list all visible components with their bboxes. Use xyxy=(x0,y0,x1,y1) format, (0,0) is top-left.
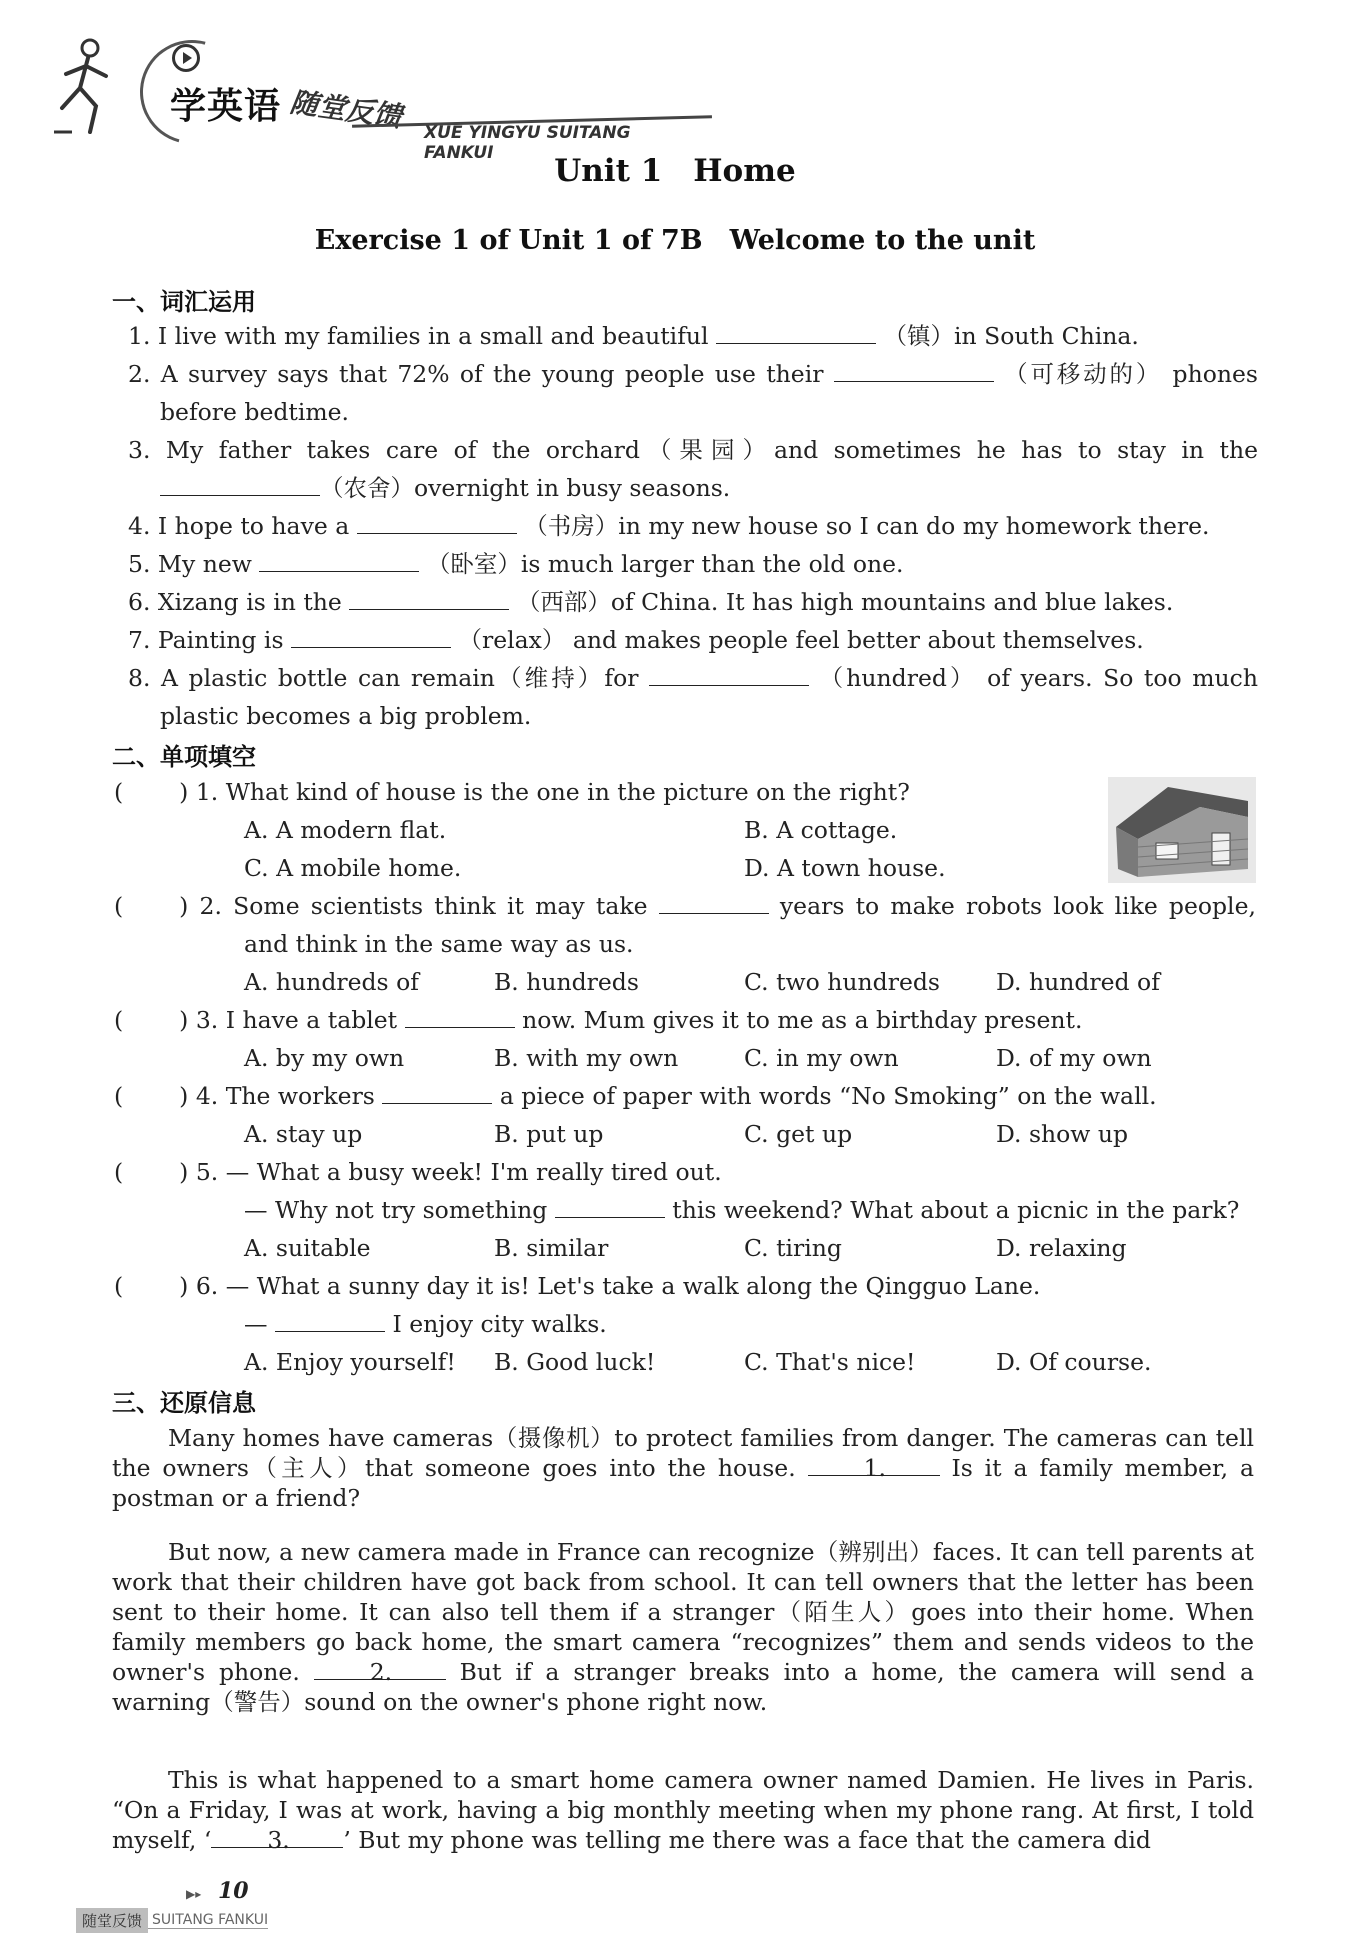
answer-paren-open[interactable]: ( xyxy=(114,1272,124,1300)
option-5c[interactable]: C. tiring xyxy=(744,1234,842,1262)
option-4c[interactable]: C. get up xyxy=(744,1120,853,1148)
unit-title: Unit 1 Home xyxy=(554,153,796,189)
house-picture xyxy=(1108,777,1256,883)
passage-paragraph-3: This is what happened to a smart home camera owner named Damien. He lives in Paris. “On a Friday, I was at work, having a big monthly meeting when my phone rang. At first, I told myself, ‘ 3. ’ But my phone was telling me there was a face that the camera did xyxy=(112,1766,1254,1854)
answer-blank[interactable] xyxy=(275,1309,385,1332)
answer-blank[interactable] xyxy=(649,663,809,686)
answer-paren-open[interactable]: ( xyxy=(114,892,124,920)
play-icon xyxy=(172,44,200,72)
vocab-item-8: 8. A plastic bottle can remain（维持）for （hundred） of years. So too much xyxy=(128,664,1258,692)
option-2b[interactable]: B. hundreds xyxy=(494,968,639,996)
answer-blank[interactable] xyxy=(160,473,320,496)
mc-question-1: ( ) 1. What kind of house is the one in the picture on the right? xyxy=(114,778,910,806)
vocab-item-7: 7. Painting is （relax） and makes people feel better about themselves. xyxy=(128,626,1144,654)
answer-paren-open[interactable]: ( xyxy=(114,1082,124,1110)
option-1d[interactable]: D. A town house. xyxy=(744,854,946,882)
vocab-item-2: 2. A survey says that 72% of the young people use their （可移动的） phones xyxy=(128,360,1258,388)
option-5d[interactable]: D. relaxing xyxy=(996,1234,1127,1262)
option-3c[interactable]: C. in my own xyxy=(744,1044,899,1072)
mc-question-2-cont: and think in the same way as us. xyxy=(244,930,634,958)
section2-heading: 二、单项填空 xyxy=(112,743,256,771)
option-2a[interactable]: A. hundreds of xyxy=(244,968,419,996)
option-4a[interactable]: A. stay up xyxy=(244,1120,363,1148)
vocab-item-5: 5. My new （卧室）is much larger than the old one. xyxy=(128,550,904,578)
answer-blank[interactable] xyxy=(834,359,994,382)
option-4b[interactable]: B. put up xyxy=(494,1120,604,1148)
section3-heading: 三、还原信息 xyxy=(112,1389,256,1417)
vocab-item-3-cont: （农舍）overnight in busy seasons. xyxy=(160,473,730,503)
answer-paren-open[interactable]: ( xyxy=(114,778,124,806)
answer-paren-open[interactable]: ( xyxy=(114,1006,124,1034)
vocab-item-2-cont: before bedtime. xyxy=(160,398,350,426)
section1-heading: 一、词汇运用 xyxy=(112,288,256,316)
option-1b[interactable]: B. A cottage. xyxy=(744,816,898,844)
mc-question-2: ( ) 2. Some scientists think it may take years to make robots look like people, xyxy=(114,892,1256,920)
exercise-title: Exercise 1 of Unit 1 of 7B Welcome to the unit xyxy=(314,225,1036,256)
footer-tag xyxy=(76,1907,268,1933)
passage-blank-3[interactable]: 3. xyxy=(211,1825,343,1848)
answer-blank[interactable] xyxy=(555,1195,665,1218)
passage-paragraph-1: Many homes have cameras（摄像机）to protect families from danger. The cameras can tell the owners（主人）that someone goes into the house. 1. Is it a family member, a postman or a friend? xyxy=(112,1424,1254,1512)
footer-tag-cn: 随堂反馈 xyxy=(76,1908,148,1933)
option-5b[interactable]: B. similar xyxy=(494,1234,609,1262)
answer-paren-open[interactable]: ( xyxy=(114,1158,124,1186)
option-4d[interactable]: D. show up xyxy=(996,1120,1129,1148)
vocab-item-3: 3. My father takes care of the orchard（果园）and sometimes he has to stay in the xyxy=(128,436,1258,464)
passage-blank-1[interactable]: 1. xyxy=(808,1453,940,1476)
mc-question-3: ( ) 3. I have a tablet now. Mum gives it to me as a birthday present. xyxy=(114,1006,1083,1034)
footer-tag-en: SUITANG FANKUI xyxy=(148,1912,268,1929)
passage-blank-2[interactable]: 2. xyxy=(314,1657,446,1680)
passage-paragraph-2: But now, a new camera made in France can recognize（辨别出）faces. It can tell parents at work that their children have got back from school. It can tell owners that the letter has been sent to their home. It can also tell them if a stranger（陌生人）goes into their home. When family members go back home, the smart camera “recognizes” them and sends videos to the owner's phone. 2. But if a stranger breaks into a home, the camera will send a warning（警告）sound on the owner's phone right now. xyxy=(112,1538,1254,1716)
vocab-item-1: 1. I live with my families in a small and beautiful （镇）in South China. xyxy=(128,322,1139,350)
answer-blank[interactable] xyxy=(659,891,769,914)
answer-blank[interactable] xyxy=(349,587,509,610)
answer-blank[interactable] xyxy=(259,549,419,572)
brand-text: 学英语 xyxy=(170,86,282,127)
answer-blank[interactable] xyxy=(382,1081,492,1104)
vocab-item-4: 4. I hope to have a （书房）in my new house so I can do my homework there. xyxy=(128,512,1210,540)
mc-question-6-line2: — I enjoy city walks. xyxy=(244,1310,607,1338)
page-number: 10 xyxy=(218,1878,249,1904)
option-1c[interactable]: C. A mobile home. xyxy=(244,854,462,882)
option-2d[interactable]: D. hundred of xyxy=(996,968,1160,996)
option-2c[interactable]: C. two hundreds xyxy=(744,968,940,996)
option-1a[interactable]: A. A modern flat. xyxy=(244,816,447,844)
mc-question-4: ( ) 4. The workers a piece of paper with words “No Smoking” on the wall. xyxy=(114,1082,1157,1110)
answer-blank[interactable] xyxy=(357,511,517,534)
brand-subtext: 随堂反馈 xyxy=(288,85,404,134)
vocab-item-6: 6. Xizang is in the （西部）of China. It has high mountains and blue lakes. xyxy=(128,588,1174,616)
option-6b[interactable]: B. Good luck! xyxy=(494,1348,656,1376)
vocab-item-8-cont: plastic becomes a big problem. xyxy=(160,702,532,730)
runner-icon xyxy=(52,36,142,136)
answer-blank[interactable] xyxy=(716,321,876,344)
mc-question-5: ( ) 5. — What a busy week! I'm really tired out. xyxy=(114,1158,722,1186)
option-3d[interactable]: D. of my own xyxy=(996,1044,1152,1072)
option-6a[interactable]: A. Enjoy yourself! xyxy=(244,1348,456,1376)
mc-question-6: ( ) 6. — What a sunny day it is! Let's take a walk along the Qingguo Lane. xyxy=(114,1272,1041,1300)
header-pinyin: XUE YINGYU SUITANG FANKUI xyxy=(424,123,631,163)
option-3a[interactable]: A. by my own xyxy=(244,1044,405,1072)
option-6d[interactable]: D. Of course. xyxy=(996,1348,1152,1376)
header-logo xyxy=(52,28,672,163)
answer-blank[interactable] xyxy=(291,625,451,648)
option-6c[interactable]: C. That's nice! xyxy=(744,1348,916,1376)
option-5a[interactable]: A. suitable xyxy=(244,1234,371,1262)
option-3b[interactable]: B. with my own xyxy=(494,1044,679,1072)
page-arrow-icon: ▶▸ xyxy=(186,1887,202,1901)
answer-blank[interactable] xyxy=(405,1005,515,1028)
mc-question-5-line2: — Why not try something this weekend? What about a picnic in the park? xyxy=(244,1196,1240,1224)
